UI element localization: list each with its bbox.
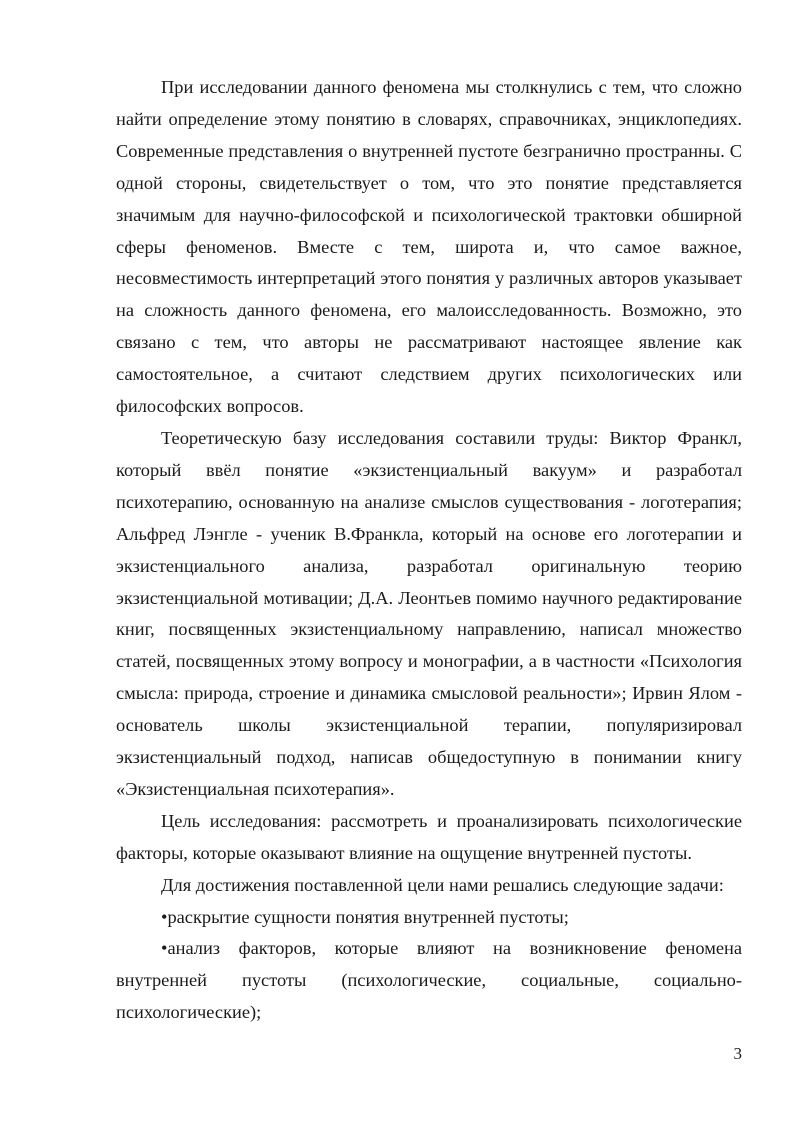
list-item-task-2: •анализ факторов, которые влияют на возникновение феномена внутренней пустоты (психологические, социальные, социально-психологические); (116, 938, 742, 1023)
page-body (116, 72, 742, 1029)
paragraph-intro: При исследовании данного феномена мы столкнулись с тем, что сложно найти определение этому понятию в словарях, справочниках, энциклопедиях. Современные представления о внутренней пустоте безгранично пространны. С одной стороны, свидетельствует о том, что это понятие представляется значимым для научно-философской и психологической трактовки обширной сферы феноменов. Вместе с тем, широта и, что самое важное, несовместимость интерпретаций этого понятия у различных авторов указывает на сложность данного феномена, его малоисследованность. Возможно, это связано с тем, что авторы не рассматривают настоящее явление как самостоятельное, а считают следствием других психологических или философских вопросов. (116, 77, 742, 417)
list-item-task-1: •раскрытие сущности понятия внутренней пустоты; (161, 906, 569, 927)
paragraph-research-goal: Цель исследования: рассмотреть и проанализировать психологические факторы, которые оказывают влияние на ощущение внутренней пустоты. (116, 810, 742, 863)
paragraph-theoretical-base: Теоретическую базу исследования составили труды: Виктор Франкл, который ввёл понятие «экзистенциальный вакуум» и разработал психотерапию, основанную на анализе смыслов существования - логотерапия; Альфред Лэнгле - ученик В.Франкла, который на основе его логотерапии и экзистенциального анализа, разработал оригинальную теорию экзистенциальной мотивации; Д.А. Леонтьев помимо научного редактирование книг, посвященных экзистенциальному направлению, написал множество статей, посвященных этому вопросу и монографии, а в частности «Психология смысла: природа, строение и динамика смысловой реальности»; Ирвин Ялом - основатель школы экзистенциальной терапии, популяризировал экзистенциальный подход, написав общедоступную в понимании книгу «Экзистенциальная психотерапия». (116, 427, 742, 799)
page-number: 3 (733, 1044, 742, 1063)
paragraph-tasks-intro: Для достижения поставленной цели нами решались следующие задачи: (161, 874, 724, 895)
